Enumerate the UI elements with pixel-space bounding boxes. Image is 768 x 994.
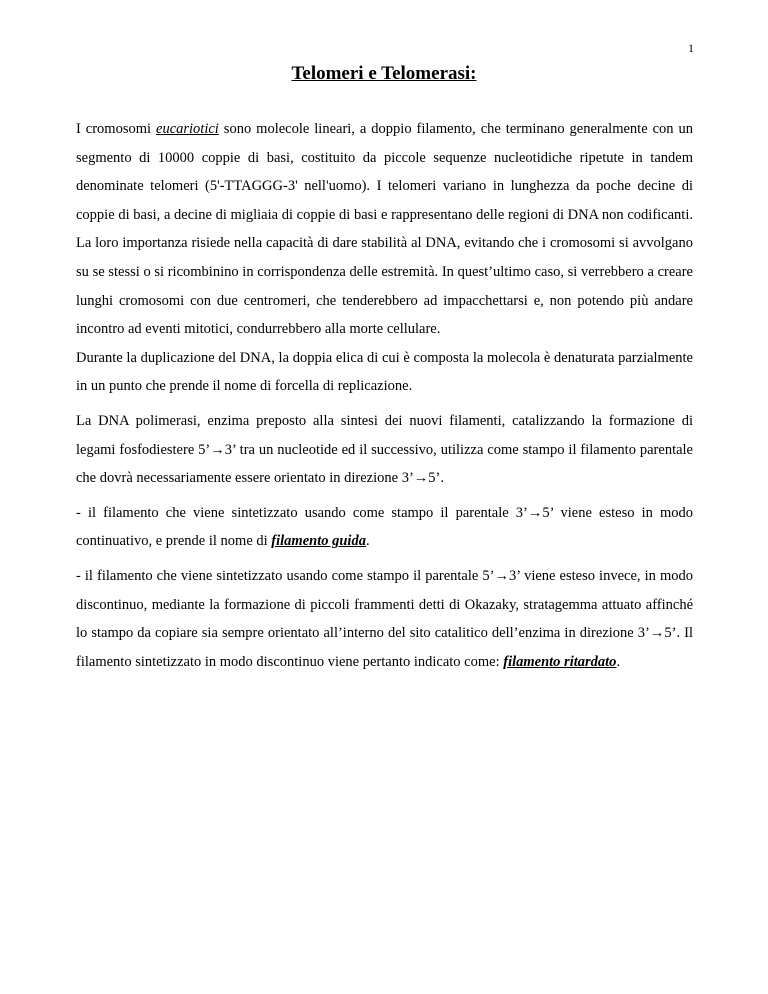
paragraph-duplication: Durante la duplicazione del DNA, la doppia elica di cui è composta la molecola è denaturata parzialmente in un punto che prende il nome di forcella di replicazione. [76, 349, 693, 395]
term-eucariotici: eucariotici [156, 121, 219, 137]
paragraph-text: . [365, 533, 370, 550]
term-filamento-guida: filamento guida [271, 533, 366, 550]
paragraph-text: I cromosomi [76, 121, 157, 137]
document-body [76, 115, 693, 676]
term-filamento-ritardato: filamento ritardato [503, 653, 617, 670]
page-number: 1 [688, 41, 694, 55]
paragraph-text: - il filamento che viene sintetizzato usando come stampo il parentale 5’→3’ viene esteso invece, in modo discontinuo, mediante la formazione di piccoli frammenti detti di Okazaky, stratagemma attuato affinché lo stampo da copiare sia sempre orientato all’interno del sito catalitico dell’enzima in direzione 3’→5’. Il filamento sintetizzato in modo discontinuo viene pertanto indicato come: [76, 567, 693, 670]
paragraph-text: - il filamento che viene sintetizzato usando come stampo il parentale 3’→5’ viene esteso in modo continuativo, e prende il nome di [76, 504, 693, 550]
paragraph-polymerase: La DNA polimerasi, enzima preposto alla sintesi dei nuovi filamenti, catalizzando la formazione di legami fosfodiestere 5’→3’ tra un nucleotide ed il successivo, utilizza come stampo il filamento parentale che dovrà necessariamente essere orientato in direzione 3’→5’. [76, 412, 693, 487]
paragraph-text: sono molecole lineari, a doppio filamento, che terminano generalmente con un segmento di 10000 coppie di basi, costituito da piccole sequenze nucleotidiche ripetute in tandem denominate telomeri (5'-TTAGGG-3' nell'uomo). I telomeri variano in lunghezza da poche decine di coppie di basi, a decine di migliaia di coppie di basi e rappresentano delle regioni di DNA non codificanti. La loro importanza risiede nella capacità di dare stabilità al DNA, evitando che i cromosomi si avvolgano su se stessi o si ricombinino in corrispondenza delle estremità. In quest’ultimo caso, si verrebbero a creare lunghi cromosomi con due centromeri, che tenderebbero ad impacchettarsi e, non potendo più andare incontro ad eventi mitotici, condurrebbero alla morte cellulare. [76, 121, 693, 338]
page-title: Telomeri e Telomerasi: [291, 63, 477, 84]
paragraph-intro [76, 115, 693, 344]
paragraph-leading-strand [76, 499, 693, 556]
paragraph-text: . [616, 653, 621, 670]
paragraph-lagging-strand [76, 562, 693, 676]
